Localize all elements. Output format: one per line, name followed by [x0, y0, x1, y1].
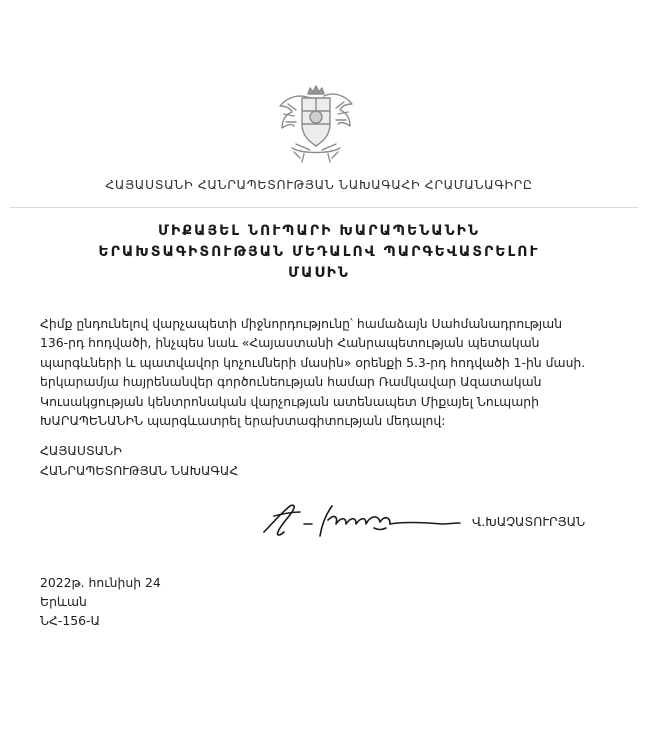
body-line: ԽԱՐԱՊԵՆԱՆԻՆ պարգևատրել երախտագիտության մեդալով: [40, 413, 446, 429]
body-line: 136-րդ հոդվածի, ինչպես նաև «Հայաստանի Հանրապետության պետական [40, 335, 540, 351]
decree-title [0, 221, 638, 284]
body-line: պարգևների և պատվավոր կոչումների մասին» օրենքի 5.3-րդ հոդվածի 1-ին մասի. [40, 354, 586, 370]
handwritten-signature-icon [260, 496, 468, 540]
decree-title-line: ՄԱՍԻՆ [288, 265, 350, 281]
header-divider [10, 207, 638, 208]
signer-title-line: ՀԱՅԱՍՏԱՆԻ [40, 443, 122, 458]
signer-name: Վ.ԽԱՉԱՏՈՒՐՅԱՆ [472, 514, 586, 529]
body-line: Հիմք ընդունելով վարչապետի միջնորդությունը՝ համաձայն Սահմանադրության [40, 316, 563, 331]
signer-title-line: ՀԱՆՐԱՊԵՏՈՒԹՅԱՆ ՆԱԽԱԳԱՀ [40, 463, 239, 478]
decree-body [40, 314, 600, 430]
decree-footer [40, 573, 161, 630]
decree-header-title: ՀԱՅԱՍՏԱՆԻ ՀԱՆՐԱՊԵՏՈՒԹՅԱՆ ՆԱԽԱԳԱՀԻ ՀՐԱՄԱՆԱԳԻՐԸ [105, 177, 533, 192]
body-line: Կուսակցության կենտրոնական վարչության ատենապետ Միքայել Նուպարի [40, 393, 539, 409]
armenia-coat-of-arms-emblem [274, 84, 358, 166]
decree-title-line: ԵՐԱԽՏԱԳԻՏՈՒԹՅԱՆ ՄԵԴԱԼՈՎ ՊԱՐԳԵՎԱՏՐԵԼՈՒ [98, 244, 540, 260]
decree-number: ՆՀ-156-Ա [40, 613, 100, 628]
signer-title [40, 441, 238, 481]
decree-place: Երևան [40, 594, 87, 609]
body-line: երկարամյա հայրենանվեր գործունեության համար Ռամկավար Ազատական [40, 374, 542, 390]
decree-date: 2022թ. հունիսի 24 [40, 575, 161, 590]
decree-title-line: ՄԻՔԱՅԵԼ ՆՈՒՊԱՐԻ ԽԱՐԱՊԵՆԱՆԻՆ [158, 223, 480, 239]
